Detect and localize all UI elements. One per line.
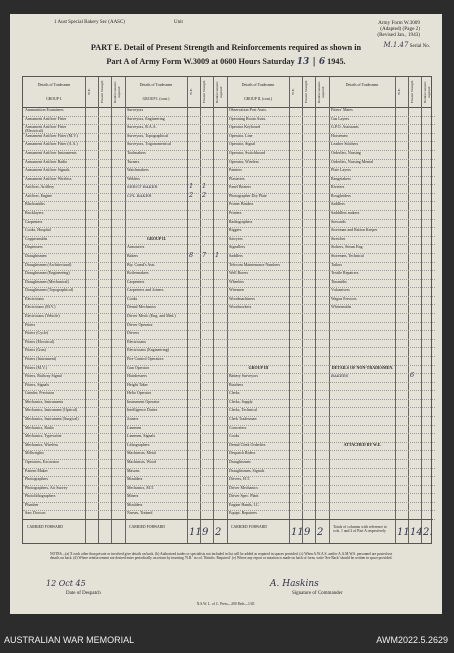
column-rule: [200, 77, 201, 543]
trade-label: Cooks, Hospital: [25, 228, 51, 233]
trade-label: Saddlers: [331, 202, 345, 207]
trade-label: Radiographers: [229, 219, 253, 224]
trade-label: Coppersmiths: [25, 236, 48, 241]
carried-forward-total: 2: [317, 527, 324, 538]
title-year: 1945.: [327, 57, 346, 66]
trade-label: Whitesmiths: [331, 305, 352, 310]
commander-signature-label: Signature of Commander: [292, 591, 343, 596]
trade-label: Ammunition Examiners: [25, 108, 64, 112]
trade-label: Surveyors, R.A.A.: [127, 125, 157, 130]
trade-label: Dispensers: [25, 245, 43, 250]
trade-label: Driver Mechanics: [229, 485, 258, 490]
trade-label: Sadddlers makers: [331, 211, 360, 215]
column-rule: [302, 77, 303, 543]
trade-label: Wiremen: [229, 288, 244, 293]
trade-label: Photographers, Air Survey: [25, 485, 68, 490]
trade-label: GROUP II.: [146, 236, 167, 241]
army-form-page: [10, 14, 442, 614]
trade-label: Armament Artificer Fitter (A.A.): [25, 142, 78, 147]
trade-label: Hairdressers: [127, 374, 147, 379]
row-rule: [329, 416, 435, 417]
trade-label: Butchers: [229, 382, 244, 387]
trade-label: Stokers, Steam Eng.: [331, 245, 364, 250]
row-rule: [125, 201, 227, 202]
trade-label: Electricians: [127, 339, 146, 344]
row-rule: [329, 339, 435, 340]
trade-label: Grinder, Precision: [25, 391, 55, 396]
trade-label: Driver Spec. Plant: [229, 494, 259, 499]
column-rule: [421, 77, 422, 543]
trade-label: Engine Hands, I.C.: [229, 502, 260, 507]
row-rule: [329, 485, 435, 486]
trade-label: Dental Mechanics: [127, 305, 156, 310]
row-rule: [329, 425, 435, 426]
despatch-date-handwritten: 12 Oct 45: [46, 579, 86, 588]
row-rule: [125, 210, 227, 211]
trade-label: Fitters, Signals: [25, 382, 50, 387]
trade-label: Bty. Comd's Asst.: [127, 262, 156, 267]
row-rule: [329, 313, 435, 314]
trade-label: Signallers: [229, 245, 245, 250]
trade-label: Clerk Tradesman: [229, 417, 257, 421]
trade-label: Driver Mech. (Eng. and Med.): [127, 314, 176, 318]
serial-handwritten: M.1.47: [383, 41, 409, 49]
trade-label: Millwrights: [25, 451, 44, 456]
carried-forward-label: CARRIED FORWARD: [129, 525, 165, 529]
trade-label: Plumber: [25, 502, 39, 507]
trade-label: Mechanics, Instrument (Surgical): [25, 417, 79, 421]
trade-label: Mechanics, Radio: [25, 425, 54, 430]
title-pre: Part A of Army Form W.3009 at 0600 Hours Saturday: [106, 57, 295, 66]
group-header: GROUP I. (cont.): [142, 97, 170, 101]
column-rule: [213, 77, 214, 543]
trade-label: SERGT BAKER: [127, 185, 158, 190]
row-rule: [227, 339, 329, 340]
trade-label: Armament Artificer Fitter (M.V.): [25, 133, 78, 138]
trade-label: Draughtsmen (Engineering): [25, 271, 70, 276]
trade-label: Surveyors, Trigonometrical: [127, 142, 171, 147]
trade-label: Toolmakers: [127, 150, 146, 155]
column-subheader: Reinforcements required: [215, 81, 223, 103]
column-rule: [187, 77, 188, 543]
trade-label: Photographers: [25, 477, 49, 482]
trade-label: Operator, Signal: [229, 142, 256, 147]
carried-forward-total: 2.: [423, 527, 433, 538]
row-rule: [329, 322, 435, 323]
column-rule: [98, 77, 99, 543]
row-rule: [329, 459, 435, 460]
trade-label: Watchmakers: [127, 168, 149, 173]
group-header: GROUP I.: [46, 97, 62, 101]
trade-label: Woodmachiners: [229, 296, 255, 301]
trade-label: Draughtsmen: [229, 459, 251, 464]
bakers-reinforcements: 1: [215, 251, 220, 259]
column-rule: [85, 77, 86, 543]
trade-label: Clerks, Technical: [229, 408, 257, 413]
row-rule: [227, 322, 329, 323]
trade-label: Battery Surveyors: [229, 374, 258, 379]
footer-notes: NOTES—(a) X each other than private or involved give details on back. (b) Authorized trades or specialists not included in list will be added as required in spaces provided. (c) When A.W.A.S. and/or A.A.M.W.S. personnel are posted use details on back. (d) Where reinforcement not desired enter periodically on return by inserting 'N.R.' in col. 'Reinfts. Required.' (e) Where any report or notation is made on back of form, write 'See Back' should be written in space provided.: [50, 552, 393, 561]
unit-line: [54, 20, 183, 25]
trade-label: Linemen: [127, 425, 142, 430]
trade-label: CPL BAKER: [127, 193, 152, 198]
column-subheader: Reinforcements required: [113, 81, 121, 103]
trade-label: Blacksmiths: [25, 202, 45, 207]
trade-label: Artificer, Engine: [25, 193, 52, 198]
column-header: Details of Tradesmen: [345, 83, 379, 87]
column-subheader: Present Strength: [304, 80, 308, 104]
trade-label: Storeman and Ration Keeper: [331, 228, 378, 233]
trade-label: Helio Operator: [127, 391, 152, 396]
trade-label: Orderlies, Nursing Mental: [331, 159, 374, 164]
trade-label: Draughtsmen (Mechanical): [25, 279, 69, 284]
row-rule: [329, 468, 435, 469]
printer-imprint: N.S.W. L. of C. Press—200 Pads—1/45.: [196, 602, 256, 606]
trade-label: Fitters (Gun): [25, 348, 46, 353]
trade-label: Cooks: [229, 434, 240, 439]
trade-label: Plasterers: [229, 176, 245, 181]
row-rule: [329, 433, 435, 434]
trade-label: Storemen, Technical: [331, 253, 364, 258]
trade-label: Armament Artificer Wireless: [25, 176, 72, 181]
trade-label: Sawyers: [229, 236, 243, 241]
carried-forward-total: 14: [410, 527, 423, 538]
carry-rule: [23, 519, 433, 520]
trade-label: Driver Operator: [127, 322, 153, 327]
trade-label: Operator Keyboard: [229, 125, 260, 130]
row-rule: [125, 219, 227, 220]
row-rule: [329, 450, 435, 451]
trade-label: GROUP III: [248, 365, 269, 370]
trade-label: Saddlers: [229, 253, 243, 258]
trade-label: Clerks, Supply: [229, 399, 253, 404]
bakers-present: 7: [202, 251, 207, 259]
trade-label: Fitters' Mates: [331, 108, 353, 112]
column-subheader: W.E.: [87, 88, 91, 96]
row-rule: [329, 399, 435, 400]
trade-label: Despatch Riders: [229, 451, 256, 456]
row-rule: [329, 493, 435, 494]
trade-label: Draughtsmen (Topographical): [25, 288, 74, 293]
trade-label: Electricians (Vehicle): [25, 314, 60, 318]
row-rule: [329, 510, 435, 511]
trade-label: Tailors: [331, 262, 343, 267]
row-rule: [329, 382, 435, 383]
trade-label: Observation Post Assts.: [229, 108, 267, 112]
trade-label: Dental Clerk Orderlies: [229, 442, 266, 447]
column-rule: [227, 77, 228, 543]
trade-label: G.P.O. Assistants: [331, 125, 359, 130]
carried-forward-total: 9: [202, 527, 209, 538]
trade-label: Roughriders: [331, 193, 351, 198]
cpl-baker-we: 2: [189, 191, 194, 199]
trade-label: Mechanics, Instrument (Optical): [25, 408, 78, 413]
trade-label: Mechanics, Wireless: [25, 442, 59, 447]
trade-label: Mechanics, M.T.: [127, 485, 155, 490]
trade-label: Intelligence Duties: [127, 408, 158, 413]
form-title-line2: [10, 58, 442, 67]
row-rule: [227, 356, 329, 357]
trade-label: Drivers: [127, 331, 139, 336]
column-rule: [329, 77, 330, 543]
row-rule: [329, 347, 435, 348]
trade-label: Armourers: [127, 245, 145, 250]
trade-label: Orderlies, Nursing: [331, 150, 361, 155]
trade-label: Drivers, H.T.: [229, 477, 251, 482]
trade-label: Armament Artificer Radio: [25, 159, 68, 164]
trade-label: Nurses, Trained: [127, 511, 153, 516]
trade-label: Boilermakers: [127, 271, 149, 276]
column-header: Details of Tradesmen: [37, 83, 71, 87]
column-subheader: W.E.: [291, 88, 295, 96]
trade-label: Miners: [127, 494, 139, 499]
column-subheader: Reinforcements required: [423, 81, 431, 103]
army-form-id: Army Form W.3009 (Adapted) (Page 2) (Revised Jan., 1943): [377, 20, 420, 39]
row-rule: [329, 502, 435, 503]
row-rule: [329, 476, 435, 477]
trade-label: Operator, Switchboard: [229, 150, 266, 155]
trade-label: Equipt. Repairers: [229, 511, 257, 516]
trade-label: Cooks: [127, 296, 138, 301]
trade-label: Surveyors: [127, 108, 144, 112]
trade-label: Wagon Erectors: [331, 296, 357, 301]
trade-label: Saw Doctors: [25, 511, 46, 516]
title-date-handwritten: 13 | 6: [296, 57, 326, 67]
carried-forward-total: 2: [215, 527, 222, 538]
column-rule: [125, 77, 126, 543]
sergt-baker-we: 1: [189, 183, 194, 191]
trade-label: Carpenters and Joiners: [127, 288, 164, 293]
trade-label: Tinsmiths: [331, 279, 347, 284]
trade-label: Stewards: [331, 219, 346, 224]
carried-forward-label: CARRIED FORWARD: [27, 525, 63, 529]
row-rule: [329, 407, 435, 408]
trade-label: Lithographers: [127, 442, 150, 447]
trade-label: Fire Control Operators: [127, 356, 164, 361]
trade-label: Photolithographers: [25, 494, 56, 499]
trade-label: BAKERS: [331, 374, 349, 379]
trade-label: Machinists, Wood: [127, 459, 156, 464]
trade-label: Pattern Maker: [25, 468, 48, 473]
column-rule: [315, 77, 316, 543]
trade-label: Wheelers: [229, 279, 245, 284]
row-rule: [125, 227, 227, 228]
trade-label: Well Borers: [229, 271, 249, 276]
trade-label: Fitters (M.V.): [25, 365, 47, 370]
trade-label: Mechanics, Instruments: [25, 399, 64, 404]
trade-label: Surveyors, Topographical: [127, 133, 169, 138]
trade-label: Riveters: [331, 185, 345, 190]
trade-label: DETAILS OF NON-TRADESMEN.: [331, 365, 394, 370]
trade-label: Leather Stitchers: [331, 142, 359, 147]
trade-label: Armament Artificer Fitter: [25, 116, 67, 121]
trade-label: Joiners: [127, 417, 139, 421]
trade-label: Armament Artificer Instruments: [25, 150, 77, 155]
column-subheader: W.E.: [189, 88, 193, 96]
trade-label: Bakers: [127, 253, 139, 258]
trade-label: Height Taker: [127, 382, 148, 387]
unit-label: Unit: [174, 20, 183, 25]
trade-label: Armament Artificer Signals: [25, 168, 70, 173]
trade-label: Operating Room Assts.: [229, 116, 267, 121]
trade-label: Carpenters: [25, 219, 43, 224]
trade-label: Fitters: [25, 322, 36, 327]
trade-label: Draughtsmen: [25, 253, 47, 258]
column-subheader: W.E.: [397, 88, 401, 96]
trade-label: Rangetakers: [331, 176, 351, 181]
trade-label: Telecom Maintenance Numbers: [229, 262, 281, 267]
strength-table: [22, 76, 432, 544]
serial-label: Serial No.: [409, 44, 430, 49]
trade-label: Panel Beaters: [229, 185, 251, 190]
trade-label: Printer Binders: [229, 202, 254, 207]
row-rule: [227, 330, 329, 331]
trade-label: Fitters (Cycle): [25, 331, 49, 336]
cpl-baker-present: 2: [202, 191, 207, 199]
column-rule: [395, 77, 396, 543]
trade-label: Fitters, Railway Signal: [25, 374, 62, 379]
row-rule: [329, 356, 435, 357]
carried-forward-total: 11: [291, 527, 304, 538]
trade-label: Gun Operator: [127, 365, 150, 370]
trade-label: Concreters: [229, 425, 247, 430]
column-subheader: Present Strength: [410, 80, 414, 104]
column-header: Details of Tradesmen: [139, 83, 173, 87]
carried-forward-label: CARRIED FORWARD: [231, 525, 267, 529]
row-rule: [227, 347, 329, 348]
trade-label: Electricians: [25, 296, 44, 301]
column-header: Details of Tradesmen: [241, 83, 275, 87]
carried-forward-total: 11: [397, 527, 410, 538]
trade-label: Painters: [229, 168, 242, 173]
unit-name: 1 Aust Special Bakery Sec (AASC): [54, 20, 125, 25]
row-rule: [227, 313, 329, 314]
column-subheader: Present Strength: [202, 80, 206, 104]
trade-label: Operator, Wireless: [229, 159, 259, 164]
trade-label: Carpenters: [127, 279, 145, 284]
trade-label: Bricklayers: [25, 211, 44, 215]
group-header: GROUP II. (cont.): [243, 97, 273, 101]
row-rule: [329, 330, 435, 331]
trade-label: Electricians (Engineering): [127, 348, 170, 353]
trade-label: Welders: [127, 176, 141, 181]
trade-label: Woodworkers: [229, 305, 252, 310]
trade-label: Photographer Dry Plate: [229, 193, 267, 198]
carried-forward-label: Totals of columns with reference to cols. 1 and 2 of Part A respectively: [333, 525, 387, 534]
trade-label: Machinists, Metal: [127, 451, 156, 456]
trade-label: Armament Artificer Fitter (Electrical): [25, 125, 67, 133]
carried-forward-total: 11: [189, 527, 202, 538]
archive-credit: AUSTRALIAN WAR MEMORIAL: [4, 635, 135, 645]
trade-label: Linemen, Signals: [127, 434, 155, 439]
row-rule: [329, 390, 435, 391]
trade-label: Masons: [127, 468, 140, 473]
trade-label: Textile Repairers: [331, 271, 359, 276]
trade-label: Fitters (Electrical): [25, 339, 55, 344]
trade-label: Horsemen: [331, 133, 348, 138]
bakers-we: 8: [189, 251, 194, 259]
trade-label: Stretcher: [331, 236, 346, 241]
trade-label: Artificer, Artillery: [25, 185, 55, 190]
form-title-line1: PART E. Detail of Present Strength and Reinforcements required as shown in: [90, 43, 362, 52]
non-tradesmen-bakers-present: 6: [410, 372, 415, 379]
trade-label: Draughtsmen (Architectural): [25, 262, 72, 267]
archive-id: AWM2022.5.2629: [376, 635, 448, 645]
trade-label: Moulders: [127, 477, 143, 482]
despatch-date-label: Date of Despatch: [66, 591, 101, 596]
trade-label: Instrument Operator: [127, 399, 160, 404]
trade-label: Operators, Excavator: [25, 459, 59, 464]
column-rule: [289, 77, 290, 543]
sergt-baker-present: 1: [202, 183, 207, 191]
column-rule: [408, 77, 409, 543]
trade-label: Electricians (M.V.): [25, 305, 56, 310]
trade-label: Clerks: [229, 391, 240, 396]
trade-label: Printers: [229, 211, 242, 215]
trade-label: Mechanics, Typewriter: [25, 434, 62, 439]
trade-label: Fitters (Instrument): [25, 356, 57, 361]
column-subheader: Reinforcements required: [317, 81, 325, 103]
trade-label: Operator, Line: [229, 133, 253, 138]
trade-label: Plate Layers: [331, 168, 351, 173]
trade-label: ATTACHED BY W.E.: [343, 442, 382, 447]
trade-label: Vulcanisers: [331, 288, 350, 293]
column-rule: [111, 77, 112, 543]
trade-label: Riggers: [229, 228, 242, 233]
trade-label: Surveyors, Engineering: [127, 116, 165, 121]
carried-forward-total: 9: [304, 527, 311, 538]
trade-label: Draughtsmen, Signals: [229, 468, 265, 473]
trade-label: Moulders: [127, 502, 143, 507]
trade-label: Turners: [127, 159, 140, 164]
column-subheader: Present Strength: [100, 80, 104, 104]
commander-signature: A. Haskins: [270, 579, 319, 589]
trade-label: Gas Layers: [331, 116, 350, 121]
